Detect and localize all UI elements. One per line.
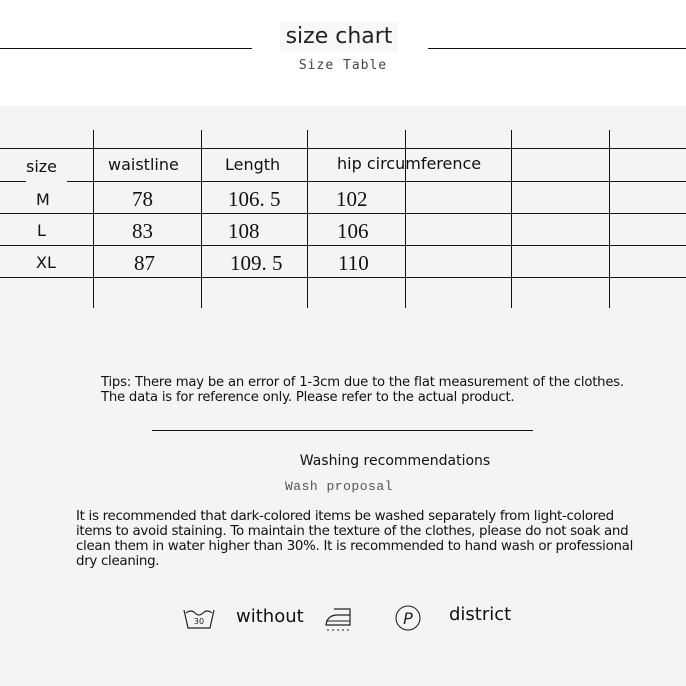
- table-row-line: [0, 148, 686, 149]
- washing-subtitle: Wash proposal: [285, 479, 393, 494]
- header-divider-left: [0, 48, 252, 49]
- length-cell: 108: [228, 219, 260, 243]
- iron-icon: [324, 606, 354, 632]
- column-header-length: Length: [225, 155, 281, 174]
- page-subtitle: Size Table: [298, 58, 388, 73]
- waistline-cell: 87: [134, 251, 155, 275]
- column-header-size: size: [26, 157, 58, 176]
- table-col-line: [201, 130, 202, 308]
- column-header-waistline: waistline: [108, 155, 179, 174]
- hip-cell: 106: [337, 219, 369, 243]
- page-title: size chart: [280, 22, 398, 52]
- length-cell: 106. 5: [228, 187, 281, 211]
- dryclean-symbol: P: [403, 609, 413, 628]
- wash-label: without: [236, 606, 304, 627]
- header-area: [0, 0, 686, 106]
- wash-30-icon: [183, 607, 215, 629]
- size-cell: L: [37, 221, 46, 240]
- length-cell: 109. 5: [230, 251, 283, 275]
- size-cell: XL: [36, 253, 56, 272]
- table-col-line: [307, 130, 308, 308]
- table-row-line: [0, 277, 686, 278]
- tips-text: Tips: There may be an error of 1-3cm due to the flat measurement of the clothes. The data is for reference only. Please refer to the actual product.: [101, 375, 624, 405]
- table-col-line: [511, 130, 512, 308]
- table-row-line: [0, 245, 686, 246]
- hip-cell: 110: [338, 251, 369, 275]
- dryclean-label: district: [449, 604, 512, 625]
- section-divider: [152, 430, 533, 431]
- hip-cell: 102: [336, 187, 368, 211]
- size-cell: M: [36, 190, 50, 209]
- table-row-line: [0, 213, 686, 214]
- header-divider-right: [428, 48, 686, 49]
- washing-title: Washing recommendations: [299, 453, 491, 469]
- dry-clean-p-icon: [394, 604, 422, 632]
- waistline-cell: 78: [132, 187, 153, 211]
- table-row-line: [67, 181, 686, 182]
- wash-temp: 30: [193, 617, 205, 626]
- table-row-line: [0, 181, 26, 182]
- column-header-hip: hip circumference: [337, 154, 482, 173]
- table-col-line: [609, 130, 610, 308]
- washing-text: It is recommended that dark-colored items be washed separately from light-colored items to avoid staining. To maintain the texture of the clothes, please do not soak and clean them in water higher than 30%. It is recommended to hand wash or professional dry cleaning.: [76, 509, 633, 569]
- waistline-cell: 83: [132, 219, 153, 243]
- table-col-line: [93, 130, 94, 308]
